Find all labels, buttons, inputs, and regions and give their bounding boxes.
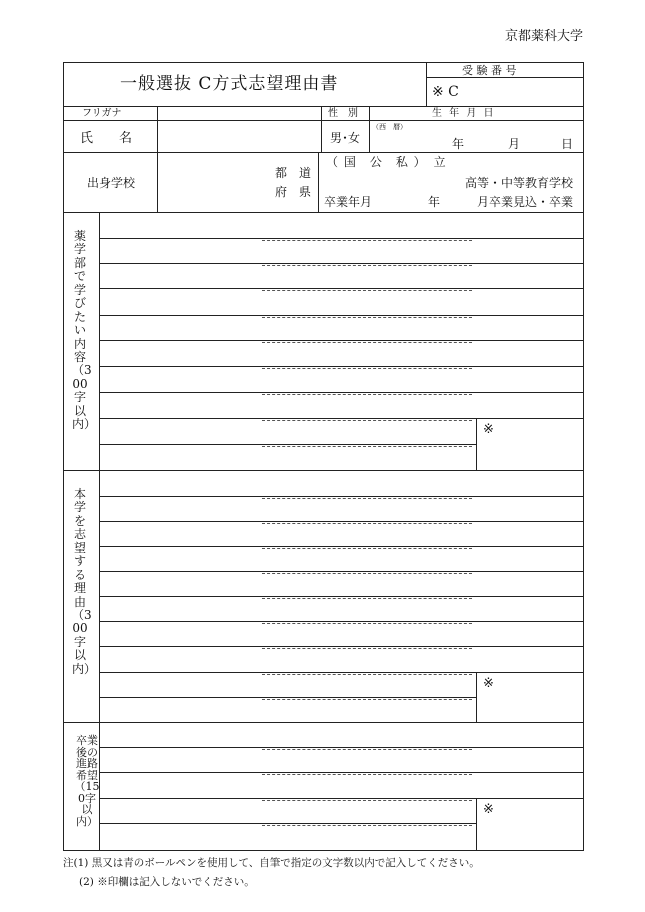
graduation-label: 卒業年月 bbox=[324, 195, 373, 209]
school-name-field[interactable] bbox=[400, 155, 510, 175]
school-kind: 高等・中等教育学校 bbox=[464, 176, 573, 190]
sex-options[interactable]: 男･女 bbox=[330, 131, 361, 145]
writing-guide-line bbox=[262, 240, 472, 241]
writing-guide-line bbox=[262, 523, 472, 524]
section-1-writing-area[interactable] bbox=[101, 214, 473, 468]
birth-month-label: 月 bbox=[508, 137, 521, 151]
name-label: 氏 名 bbox=[80, 131, 133, 146]
seireki-label: （西 暦） bbox=[372, 123, 407, 131]
birth-day-label: 日 bbox=[561, 137, 574, 151]
writing-line bbox=[99, 496, 584, 497]
graduation-year-label: 年 bbox=[428, 195, 441, 209]
writing-guide-line bbox=[262, 342, 472, 343]
writing-line bbox=[99, 315, 584, 316]
section-2-label: 本学を志望する理由（300字以内） bbox=[72, 487, 97, 676]
prefecture-top: 都 道 bbox=[275, 166, 312, 180]
prefecture-field[interactable] bbox=[160, 155, 270, 209]
writing-guide-line bbox=[262, 699, 472, 700]
writing-guide-line bbox=[262, 548, 472, 549]
writing-line bbox=[99, 444, 476, 445]
section-1-mark: ※ bbox=[483, 422, 494, 437]
writing-guide-line bbox=[262, 368, 472, 369]
writing-guide-line bbox=[262, 674, 472, 675]
writing-line bbox=[99, 747, 584, 748]
exam-number-field[interactable] bbox=[470, 79, 580, 104]
writing-line bbox=[99, 418, 584, 419]
writing-line bbox=[99, 596, 584, 597]
prefecture-bottom: 府 県 bbox=[275, 185, 312, 199]
furigana-field[interactable] bbox=[160, 107, 318, 119]
writing-line bbox=[99, 340, 584, 341]
writing-line bbox=[99, 621, 584, 622]
exam-number-label: 受 験 番 号 bbox=[462, 64, 517, 77]
writing-line bbox=[99, 571, 584, 572]
writing-line bbox=[99, 392, 584, 393]
writing-guide-line bbox=[262, 598, 472, 599]
writing-line bbox=[99, 798, 584, 799]
writing-line bbox=[99, 646, 584, 647]
furigana-label: フリガナ bbox=[82, 108, 122, 119]
writing-guide-line bbox=[262, 498, 472, 499]
writing-guide-line bbox=[262, 648, 472, 649]
writing-guide-line bbox=[262, 290, 472, 291]
section-3-writing-area[interactable] bbox=[101, 724, 473, 849]
writing-guide-line bbox=[262, 800, 472, 801]
note-1: 注(1) 黒又は青のボールペンを使用して、自筆で指定の文字数以内で記入してください。 bbox=[63, 857, 480, 869]
writing-guide-line bbox=[262, 749, 472, 750]
exam-number-prefix: ※ C bbox=[432, 84, 459, 100]
section-1-label: 薬学部で学びたい内容（300字以内） bbox=[72, 229, 97, 432]
section-3-mark: ※ bbox=[483, 802, 494, 817]
sex-label: 性 別 bbox=[328, 108, 358, 119]
writing-guide-line bbox=[262, 774, 472, 775]
writing-line bbox=[99, 521, 584, 522]
writing-line bbox=[99, 288, 584, 289]
writing-line bbox=[99, 772, 584, 773]
birthdate-field[interactable] bbox=[372, 133, 580, 150]
birthdate-label: 生 年 月 日 bbox=[432, 108, 496, 119]
writing-guide-line bbox=[262, 623, 472, 624]
writing-guide-line bbox=[262, 420, 472, 421]
name-field[interactable] bbox=[160, 122, 318, 150]
section-3-label: 卒業後の進路希望（150字以内） bbox=[74, 734, 100, 828]
writing-guide-line bbox=[262, 394, 472, 395]
writing-line bbox=[99, 823, 476, 824]
university-name: 京都薬科大学 bbox=[504, 29, 583, 44]
writing-guide-line bbox=[262, 446, 472, 447]
section-2-mark: ※ bbox=[483, 676, 494, 691]
graduation-status: 月卒業見込・卒業 bbox=[476, 195, 573, 209]
birth-year-label: 年 bbox=[452, 137, 465, 151]
writing-line bbox=[99, 238, 584, 239]
school-label: 出身学校 bbox=[87, 176, 136, 190]
writing-line bbox=[99, 697, 476, 698]
writing-line bbox=[99, 546, 584, 547]
writing-guide-line bbox=[262, 265, 472, 266]
writing-line bbox=[99, 263, 584, 264]
form-title: 一般選抜 C方式志望理由書 bbox=[120, 74, 339, 94]
writing-guide-line bbox=[262, 573, 472, 574]
note-2: (2) ※印欄は記入しないでください。 bbox=[79, 876, 255, 888]
writing-line bbox=[99, 366, 584, 367]
writing-guide-line bbox=[262, 825, 472, 826]
writing-line bbox=[99, 672, 584, 673]
writing-guide-line bbox=[262, 317, 472, 318]
school-type[interactable]: （ 国 公 私 ） 立 bbox=[326, 155, 447, 169]
